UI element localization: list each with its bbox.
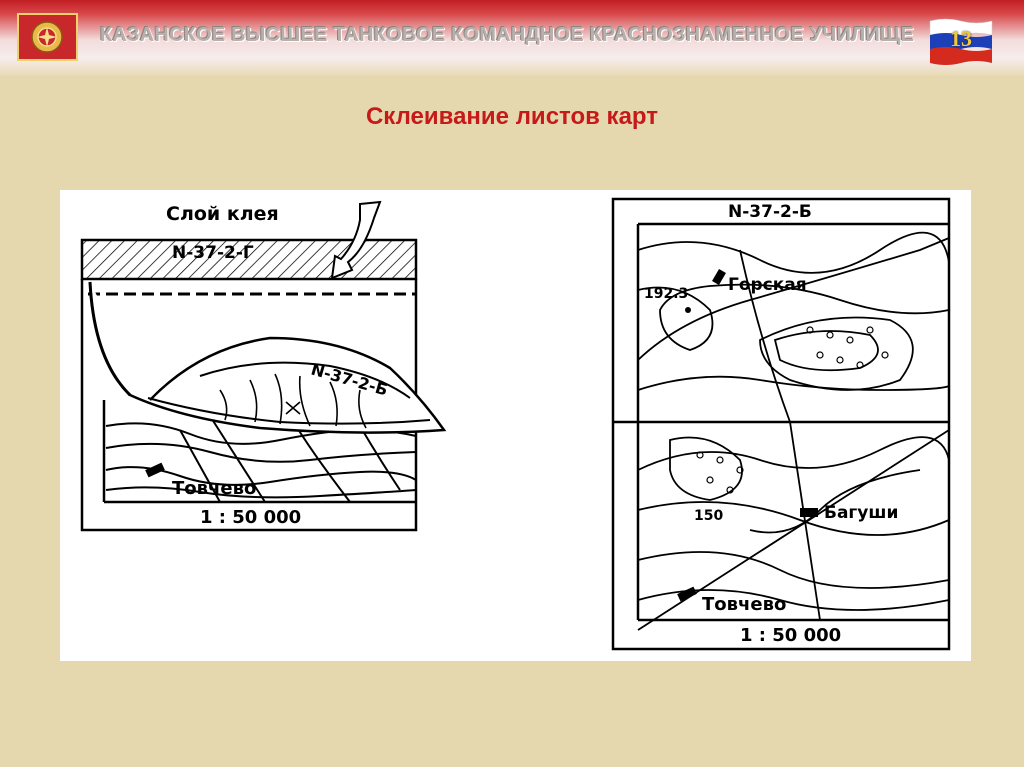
left-town-label: Товчево xyxy=(172,478,257,499)
height-label-1: 192.3 xyxy=(644,286,689,302)
right-diagram xyxy=(613,199,949,649)
left-scale-label: 1 : 50 000 xyxy=(200,507,302,528)
sheet-top-label: N-37-2-Г xyxy=(172,243,254,263)
slide-header xyxy=(0,0,1024,76)
slide-title: Склеивание листов карт xyxy=(365,103,659,130)
slide-number: 13 xyxy=(950,26,972,51)
map-gluing-figure xyxy=(60,190,971,661)
left-diagram xyxy=(82,202,444,530)
folded-sheet xyxy=(90,282,444,433)
village-label-gorskaya: Горская xyxy=(728,275,807,295)
right-scale-label: 1 : 50 000 xyxy=(740,625,842,646)
glue-layer-label: Слой клея xyxy=(166,203,279,225)
village-label-bagushi: Багуши xyxy=(824,503,899,523)
right-sheet-name: N-37-2-Б xyxy=(728,202,812,222)
right-town-label: Товчево xyxy=(702,594,787,615)
school-emblem-icon xyxy=(17,13,78,61)
joined-sheets-frame xyxy=(613,199,949,649)
organization-title: КАЗАНСКОЕ ВЫСШЕЕ ТАНКОВОЕ КОМАНДНОЕ КРАСНОЗНАМЕННОЕ УЧИЛИЩЕ xyxy=(100,24,915,46)
height-label-2: 150 xyxy=(694,508,724,524)
folded-sheet-label: N-37-2-Б xyxy=(308,359,390,400)
